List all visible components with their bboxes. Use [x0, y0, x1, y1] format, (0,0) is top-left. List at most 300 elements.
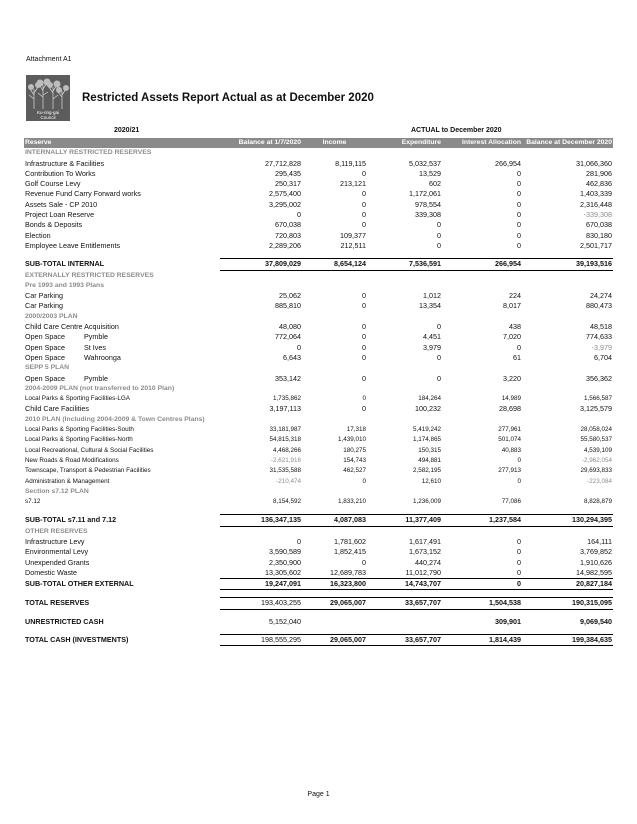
reserve-label: Project Loan Reserve	[25, 210, 95, 220]
reserve-name	[24, 635, 220, 646]
reserve-label: Assets Sale - CP 2010	[25, 199, 98, 209]
reserve-name	[24, 579, 220, 590]
col-header-opening-balance: Balance at 1/7/2020	[220, 138, 302, 148]
interest-allocation-cell: 277,961	[498, 426, 521, 434]
report-title: Restricted Assets Report Actual as at December 2020	[82, 92, 374, 104]
reserve-label: Local Parks & Sporting Facilities-North	[25, 436, 133, 444]
expenditure-cell: 150,315	[418, 446, 441, 454]
interest-allocation-cell: 3,220	[503, 373, 521, 383]
opening-balance-cell: 6,643	[283, 352, 301, 362]
closing-balance-cell: 55,580,537	[580, 436, 612, 444]
interest-allocation-cell: 28,698	[499, 404, 521, 414]
reserve-name	[24, 446, 220, 456]
expenditure-cell: 7,536,591	[367, 259, 442, 270]
reserve-name	[24, 241, 220, 251]
col-header-reserve: Reserve	[24, 138, 220, 148]
reserve-label: SUB-TOTAL OTHER EXTERNAL	[25, 579, 134, 589]
income-cell: 0	[362, 332, 366, 342]
closing-balance-cell: 31,066,360	[576, 158, 612, 168]
interest-allocation-cell: 438	[509, 322, 521, 332]
expenditure-cell: 5,419,242	[412, 426, 441, 434]
reserve-name	[24, 291, 220, 301]
reserve-name	[24, 515, 220, 526]
table-body	[24, 148, 613, 646]
section-heading: 2010 PLAN (Including 2004-2009 & Town Centres Plans)	[25, 415, 205, 423]
reserve-name	[24, 169, 220, 179]
expenditure-cell: 440,274	[415, 557, 441, 567]
attachment-label: Attachment A1	[26, 56, 72, 63]
section-heading: 2000/2003 PLAN	[25, 312, 78, 320]
closing-balance-cell: 462,836	[586, 179, 612, 189]
section-heading-row	[24, 148, 613, 158]
interest-allocation-cell: 7,020	[503, 332, 521, 342]
income-cell: 1,852,415	[334, 547, 366, 557]
income-cell: 0	[362, 404, 366, 414]
closing-balance-cell: 2,501,717	[580, 240, 612, 250]
opening-balance-cell: 885,810	[275, 301, 301, 311]
income-cell: 109,377	[340, 230, 366, 240]
income-cell: 12,689,783	[330, 567, 366, 577]
section-heading-row	[24, 526, 613, 537]
spacer-row	[24, 627, 613, 635]
expenditure-cell: 1,617,491	[409, 536, 441, 546]
reserve-name	[24, 259, 220, 270]
reserve-label: Open Space	[25, 373, 65, 383]
expenditure-cell: 11,377,409	[367, 515, 442, 526]
opening-balance-cell: 720,803	[275, 230, 301, 240]
reserve-name	[24, 537, 220, 547]
closing-balance-cell: 281,906	[586, 168, 612, 178]
section-heading-row	[24, 415, 613, 425]
reserve-label: Child Care Facilities	[25, 404, 89, 414]
section-heading: OTHER RESERVES	[25, 527, 88, 535]
income-cell: 0	[362, 168, 366, 178]
opening-balance-cell: 295,435	[275, 168, 301, 178]
spacer-row	[24, 590, 613, 598]
section-heading: 2004-2009 PLAN (not transferred to 2010 Plan)	[25, 384, 175, 392]
income-cell: 0	[362, 220, 366, 230]
income-cell: 1,833,210	[337, 498, 366, 506]
reserve-label: Infrastructure Levy	[25, 536, 85, 546]
opening-balance-cell: 250,317	[275, 179, 301, 189]
logo-text-line2: Council	[40, 115, 56, 120]
income-cell: 0	[362, 210, 366, 220]
opening-balance-cell: 8,154,592	[272, 498, 301, 506]
reserve-name	[24, 332, 220, 342]
reserve-label: Child Care Centre Acquisition	[25, 322, 119, 332]
interest-allocation-cell: 0	[517, 240, 521, 250]
interest-allocation-cell: 77,086	[501, 498, 521, 506]
subtotal-row	[24, 635, 613, 646]
opening-balance-cell: 3,197,113	[269, 404, 301, 414]
closing-balance-cell: 199,384,635	[522, 635, 613, 646]
opening-balance-cell: 2,350,900	[269, 557, 301, 567]
opening-balance-cell: 136,347,135	[220, 515, 302, 526]
expenditure-cell: 1,174,865	[412, 436, 441, 444]
income-cell: 0	[362, 342, 366, 352]
reserve-label: Open Space	[25, 342, 65, 352]
table-row	[24, 558, 613, 568]
reserve-label: Administration & Management	[25, 477, 110, 485]
opening-balance-cell: 2,575,400	[269, 189, 301, 199]
income-cell: 0	[362, 322, 366, 332]
table-row	[24, 568, 613, 579]
expenditure-cell: 5,032,537	[409, 158, 441, 168]
interest-allocation-cell: 224	[509, 291, 521, 301]
table-row	[24, 446, 613, 456]
closing-balance-cell: 3,125,579	[580, 404, 612, 414]
reserve-sublabel: Pymble	[84, 373, 108, 383]
reserve-name	[24, 179, 220, 189]
expenditure-cell: 978,554	[415, 199, 441, 209]
reserve-label: SUB-TOTAL INTERNAL	[25, 259, 105, 269]
closing-balance-cell: 39,193,516	[522, 259, 613, 270]
reserve-name	[24, 598, 220, 609]
opening-balance-cell: 2,289,206	[269, 240, 301, 250]
reserve-name	[24, 568, 220, 579]
section-heading: INTERNALLY RESTRICTED RESERVES	[25, 149, 152, 157]
interest-allocation-cell: 0	[517, 567, 521, 577]
interest-allocation-cell: 0	[517, 179, 521, 189]
col-header-expenditure: Expenditure	[367, 138, 442, 148]
section-heading-row	[24, 270, 613, 281]
expenditure-cell: 12,610	[421, 477, 441, 485]
table-row	[24, 343, 613, 353]
reserve-label: UNRESTRICTED CASH	[25, 616, 104, 626]
col-header-interest: Interest Allocation	[442, 138, 522, 148]
reserve-label: Election	[25, 230, 51, 240]
interest-allocation-cell: 0	[517, 230, 521, 240]
opening-balance-cell: 3,295,002	[269, 199, 301, 209]
reserve-label: Contribution To Works	[25, 168, 96, 178]
expenditure-cell: 3,979	[423, 342, 441, 352]
expenditure-cell: 2,582,195	[412, 467, 441, 475]
section-heading-row	[24, 281, 613, 291]
closing-balance-cell: 8,828,879	[583, 498, 612, 506]
closing-balance-cell: 1,910,626	[580, 557, 612, 567]
interest-allocation-cell: 0	[517, 168, 521, 178]
expenditure-cell: 339,308	[415, 210, 441, 220]
reserve-label: SUB-TOTAL s7.11 and 7.12	[25, 515, 117, 525]
income-cell: 212,511	[340, 240, 366, 250]
council-logo	[26, 75, 70, 121]
reserve-sublabel: Pymble	[84, 332, 108, 342]
expenditure-cell: 33,657,707	[367, 635, 442, 646]
reserve-label: TOTAL CASH (INVESTMENTS)	[25, 635, 129, 645]
table-row	[24, 241, 613, 251]
table-row	[24, 547, 613, 557]
reserve-label: Revenue Fund Carry Forward works	[25, 189, 141, 199]
interest-allocation-cell: 0	[517, 536, 521, 546]
table-row	[24, 189, 613, 199]
income-cell: 1,439,010	[337, 436, 366, 444]
reserve-label: Townscape, Transport & Pedestrian Facilities	[25, 467, 151, 475]
section-heading: Pre 1993 and 1993 Plans	[25, 281, 104, 289]
closing-balance-cell: 3,769,852	[580, 547, 612, 557]
table-row	[24, 353, 613, 363]
subtotal-row	[24, 598, 613, 609]
expenditure-cell: 33,657,707	[367, 598, 442, 609]
closing-balance-cell: 14,982,595	[576, 567, 612, 577]
income-cell: 0	[362, 477, 366, 485]
reserve-label: Employee Leave Entitlements	[25, 240, 121, 250]
income-cell: 0	[362, 301, 366, 311]
reserve-name	[24, 210, 220, 220]
expenditure-cell: 1,012	[423, 291, 441, 301]
opening-balance-cell: 25,062	[279, 291, 301, 301]
opening-balance-cell: -210,474	[276, 477, 301, 485]
income-cell: 1,781,602	[334, 536, 366, 546]
reserve-label: s7.12	[25, 498, 41, 506]
section-heading-row	[24, 487, 613, 497]
opening-balance-cell: 198,555,295	[220, 635, 302, 646]
reserve-name	[24, 477, 220, 487]
expenditure-cell: 184,264	[418, 395, 441, 403]
expenditure-cell: 100,232	[415, 404, 441, 414]
spacer-row	[24, 507, 613, 515]
section-heading: Section s7.12 PLAN	[25, 487, 89, 495]
closing-balance-cell: 9,069,540	[580, 616, 612, 626]
expenditure-cell: 14,743,707	[367, 579, 442, 590]
table-row	[24, 456, 613, 466]
interest-allocation-cell: 1,237,584	[442, 515, 522, 526]
spacer-row	[24, 251, 613, 259]
expenditure-cell: 1,236,009	[412, 498, 441, 506]
interest-allocation-cell: 1,814,439	[442, 635, 522, 646]
table-header-row	[24, 138, 613, 148]
income-cell: 29,065,007	[302, 635, 367, 646]
interest-allocation-cell: 0	[517, 220, 521, 230]
interest-allocation-cell: 40,883	[501, 446, 521, 454]
reserve-label: Car Parking	[25, 301, 63, 311]
reserve-name	[24, 200, 220, 210]
interest-allocation-cell: 61	[513, 352, 521, 362]
table-row	[24, 301, 613, 311]
col-header-closing-balance: Balance at December 2020	[522, 138, 613, 148]
actual-period-label: ACTUAL to December 2020	[411, 127, 502, 134]
closing-balance-cell: -3,979	[591, 342, 612, 352]
reserve-name	[24, 322, 220, 332]
reserve-label: Golf Course Levy	[25, 179, 81, 189]
interest-allocation-cell: 266,954	[495, 158, 521, 168]
expenditure-cell: 13,529	[419, 168, 441, 178]
income-cell: 29,065,007	[302, 598, 367, 609]
table-row	[24, 332, 613, 342]
opening-balance-cell: 670,038	[275, 220, 301, 230]
opening-balance-cell: 4,468,266	[272, 446, 301, 454]
reserve-name	[24, 547, 220, 557]
opening-balance-cell: -2,621,916	[270, 456, 301, 464]
expenditure-cell: 0	[437, 220, 441, 230]
interest-allocation-cell: 8,017	[503, 301, 521, 311]
reserve-name	[24, 159, 220, 169]
closing-balance-cell: -223,084	[587, 477, 612, 485]
reserve-name	[24, 301, 220, 311]
closing-balance-cell: 4,539,109	[583, 446, 612, 454]
income-cell	[302, 617, 367, 627]
table-row	[24, 617, 613, 627]
interest-allocation-cell: 0	[517, 456, 521, 464]
income-cell: 17,318	[346, 426, 366, 434]
reserve-label: Local Parks & Sporting Facilities-South	[25, 426, 134, 434]
interest-allocation-cell: 0	[517, 342, 521, 352]
opening-balance-cell: 13,305,602	[265, 567, 301, 577]
closing-balance-cell: 24,274	[590, 291, 612, 301]
expenditure-cell: 0	[437, 352, 441, 362]
closing-balance-cell: 28,058,024	[580, 426, 612, 434]
opening-balance-cell: 31,535,588	[269, 467, 301, 475]
income-cell: 154,743	[343, 456, 366, 464]
opening-balance-cell: 0	[297, 210, 301, 220]
expenditure-cell: 0	[437, 240, 441, 250]
page-number: Page 1	[307, 791, 330, 798]
closing-balance-cell: 356,362	[586, 373, 612, 383]
table-row	[24, 291, 613, 301]
expenditure-cell: 494,881	[418, 456, 441, 464]
opening-balance-cell: 772,064	[275, 332, 301, 342]
reserve-name	[24, 466, 220, 476]
reserve-label: Open Space	[25, 332, 65, 342]
reserve-sublabel: Wahroonga	[84, 352, 121, 362]
opening-balance-cell: 0	[297, 342, 301, 352]
opening-balance-cell: 33,181,987	[269, 426, 301, 434]
opening-balance-cell: 193,403,255	[220, 598, 302, 609]
income-cell: 0	[362, 352, 366, 362]
reserve-name	[24, 394, 220, 404]
income-cell: 0	[362, 557, 366, 567]
closing-balance-cell: 6,704	[594, 352, 612, 362]
table-row	[24, 477, 613, 487]
reserve-label: Infrastructure & Facilities	[25, 158, 105, 168]
section-heading: SEPP 5 PLAN	[25, 364, 70, 372]
interest-allocation-cell: 277,913	[498, 467, 521, 475]
income-cell: 4,087,083	[302, 515, 367, 526]
reserve-name	[24, 374, 220, 384]
reserve-name	[24, 456, 220, 466]
reserve-name	[24, 189, 220, 199]
opening-balance-cell: 48,080	[279, 322, 301, 332]
table-row	[24, 159, 613, 169]
expenditure-cell: 1,172,061	[409, 189, 441, 199]
reserve-label: Local Recreational, Cultural & Social Facilities	[25, 446, 154, 454]
reserve-name	[24, 231, 220, 241]
table-row	[24, 537, 613, 547]
income-cell: 180,275	[343, 446, 366, 454]
reserve-label: Car Parking	[25, 291, 63, 301]
closing-balance-cell: 20,827,184	[522, 579, 613, 590]
table-row	[24, 394, 613, 404]
reserve-name	[24, 617, 220, 627]
table-row	[24, 435, 613, 445]
section-heading-row	[24, 363, 613, 373]
opening-balance-cell: 54,815,318	[269, 436, 301, 444]
reserve-name	[24, 220, 220, 230]
interest-allocation-cell: 0	[517, 189, 521, 199]
col-header-income: Income	[302, 138, 367, 148]
table-row	[24, 169, 613, 179]
income-cell: 8,119,115	[335, 158, 366, 168]
closing-balance-cell: 2,316,448	[580, 199, 612, 209]
expenditure-cell: 0	[437, 322, 441, 332]
reserve-label: Local Parks & Sporting Facilities-LGA	[25, 395, 130, 403]
reserve-sublabel: St Ives	[84, 342, 106, 352]
interest-allocation-cell: 14,989	[501, 395, 521, 403]
table-row	[24, 210, 613, 220]
reserve-label: New Roads & Road Modifications	[25, 456, 119, 464]
section-heading-row	[24, 384, 613, 394]
interest-allocation-cell: 501,074	[498, 436, 521, 444]
section-heading: EXTERNALLY RESTRICTED RESERVES	[25, 271, 154, 279]
closing-balance-cell: 48,518	[590, 322, 612, 332]
interest-allocation-cell: 266,954	[442, 259, 522, 270]
expenditure-cell: 11,012,790	[405, 567, 441, 577]
income-cell: 0	[362, 189, 366, 199]
reserve-label: Environmental Levy	[25, 547, 89, 557]
closing-balance-cell: 164,111	[587, 536, 612, 546]
table-row	[24, 466, 613, 476]
closing-balance-cell: 190,315,095	[522, 598, 613, 609]
closing-balance-cell: 830,180	[586, 230, 612, 240]
reserve-name	[24, 343, 220, 353]
subtotal-row	[24, 579, 613, 590]
interest-allocation-cell: 0	[517, 547, 521, 557]
expenditure-cell: 602	[429, 179, 441, 189]
reserve-label: Unexpended Grants	[25, 557, 90, 567]
reserve-name	[24, 558, 220, 568]
reserves-table	[24, 138, 613, 646]
income-cell: 8,654,124	[302, 259, 367, 270]
expenditure-cell: 0	[437, 373, 441, 383]
opening-balance-cell: 37,809,029	[220, 259, 302, 270]
opening-balance-cell: 353,142	[275, 373, 301, 383]
expenditure-cell	[367, 617, 442, 627]
interest-allocation-cell: 0	[517, 199, 521, 209]
closing-balance-cell: 29,693,833	[580, 467, 612, 475]
opening-balance-cell: 1,735,862	[272, 395, 301, 403]
interest-allocation-cell: 309,901	[495, 616, 521, 626]
spacer-row	[24, 609, 613, 617]
table-row	[24, 374, 613, 384]
closing-balance-cell: 1,403,339	[580, 189, 612, 199]
table-row	[24, 425, 613, 435]
interest-allocation-cell: 0	[517, 210, 521, 220]
logo-text-line1: Ku-ring-gai	[36, 110, 59, 115]
interest-allocation-cell: 0	[517, 477, 521, 485]
closing-balance-cell: 880,473	[586, 301, 612, 311]
opening-balance-cell: 19,247,091	[220, 579, 302, 590]
reserve-name	[24, 404, 220, 414]
interest-allocation-cell: 1,504,538	[442, 598, 522, 609]
table-row	[24, 200, 613, 210]
opening-balance-cell: 5,152,040	[269, 616, 301, 626]
expenditure-cell: 4,451	[423, 332, 441, 342]
reserve-name	[24, 497, 220, 507]
expenditure-cell: 1,673,152	[409, 547, 441, 557]
reserve-label: Bonds & Deposits	[25, 220, 83, 230]
income-cell: 0	[362, 199, 366, 209]
interest-allocation-cell: 0	[517, 557, 521, 567]
closing-balance-cell: 1,566,587	[583, 395, 612, 403]
expenditure-cell: 0	[437, 230, 441, 240]
income-cell: 213,121	[340, 179, 366, 189]
table-row	[24, 404, 613, 414]
subtotal-row	[24, 515, 613, 526]
reserve-name	[24, 435, 220, 445]
income-cell: 16,323,800	[302, 579, 367, 590]
closing-balance-cell: -2,962,054	[581, 456, 612, 464]
opening-balance-cell: 3,590,589	[269, 547, 301, 557]
reserve-name	[24, 425, 220, 435]
